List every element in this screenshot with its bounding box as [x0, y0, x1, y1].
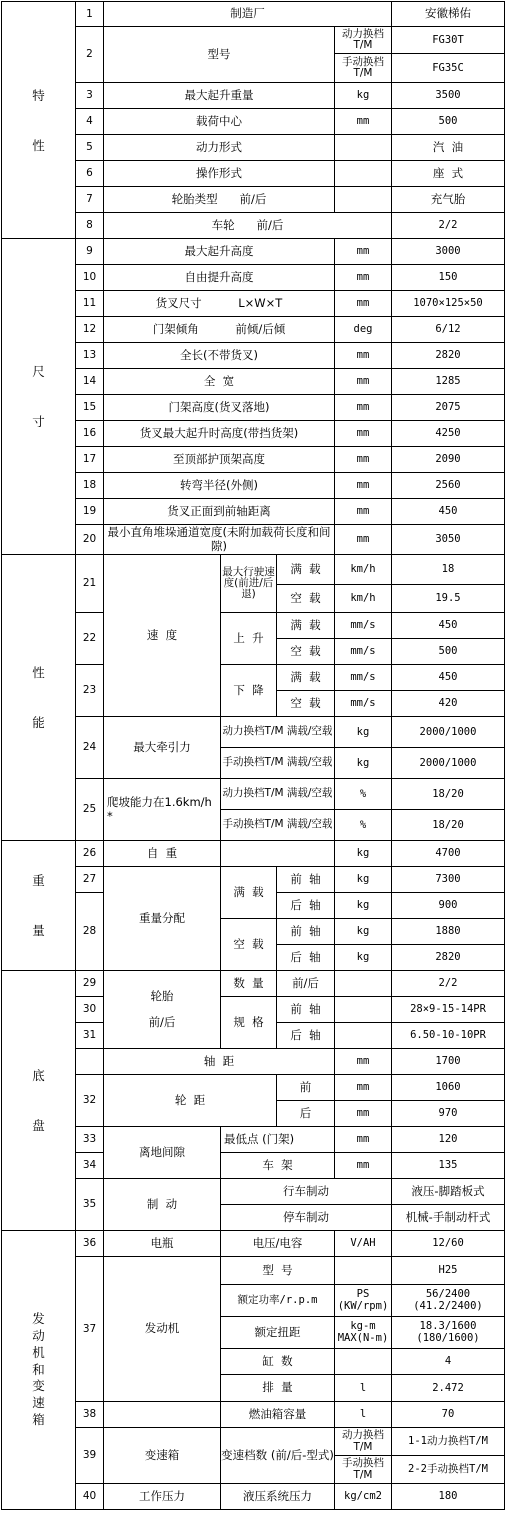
row-value: 4700 [392, 841, 505, 867]
row-unit: mm [335, 1101, 392, 1127]
engine-item-label: 缸 数 [221, 1349, 335, 1375]
row-label: 爬坡能力在1.6km/h * [104, 779, 221, 841]
row-number: 20 [76, 525, 104, 555]
row-unit: mm [335, 1153, 392, 1179]
row-value: 2820 [392, 945, 505, 971]
row-value: 450 [392, 499, 505, 525]
row-number: 10 [76, 265, 104, 291]
section-dimensions: 尺 寸 [2, 239, 76, 555]
row-unit: mm [335, 239, 392, 265]
condition-label: 动力换档T/M 满载/空载 [221, 717, 335, 748]
row-number: 13 [76, 343, 104, 369]
row-value: 450 [392, 613, 505, 639]
row-value: 900 [392, 893, 505, 919]
axle-label: 前 轴 [277, 919, 335, 945]
row-value: 7300 [392, 867, 505, 893]
row-label: 最大起升高度 [104, 239, 335, 265]
row-label: 轴 距 [104, 1049, 335, 1075]
tire-spec-label: 规 格 [221, 997, 277, 1049]
row-unit: 手动换档T/M [335, 1456, 392, 1484]
row-number: 31 [76, 1023, 104, 1049]
row-number: 40 [76, 1484, 104, 1510]
row-value: FG30T [392, 27, 505, 54]
row-unit: mm [335, 525, 392, 555]
load-label: 满 载 [277, 613, 335, 639]
row-label: 动力形式 [104, 135, 335, 161]
row-unit: mm [335, 369, 392, 395]
row-value: 12/60 [392, 1231, 505, 1257]
axle-label: 后 [277, 1101, 335, 1127]
load-label: 空 载 [277, 691, 335, 717]
row-number: 22 [76, 613, 104, 665]
row-value: 6/12 [392, 317, 505, 343]
row-value: 135 [392, 1153, 505, 1179]
condition-label: 手动换档T/M 满载/空载 [221, 810, 335, 841]
row-value: 1070×125×50 [392, 291, 505, 317]
row-number: 36 [76, 1231, 104, 1257]
row-unit [335, 997, 392, 1023]
row-number: 33 [76, 1127, 104, 1153]
row-unit: % [335, 810, 392, 841]
row-number: 15 [76, 395, 104, 421]
row-unit: kg [335, 83, 392, 109]
row-unit: mm [335, 265, 392, 291]
row-value: 1-1动力换档T/M [392, 1428, 505, 1456]
row-unit: mm [335, 395, 392, 421]
row-value: 150 [392, 265, 505, 291]
row-label: 全 宽 [104, 369, 335, 395]
row-label: 自 重 [104, 841, 221, 867]
row-unit: km/h [335, 555, 392, 585]
row-value: 180 [392, 1484, 505, 1510]
row-label: 轮胎类型 前/后 [104, 187, 335, 213]
row-number: 16 [76, 421, 104, 447]
row-sub-label: 车 架 [221, 1153, 335, 1179]
row-unit: kg-m MAX(N-m) [335, 1317, 392, 1349]
row-value: 2000/1000 [392, 717, 505, 748]
row-label: 最大牵引力 [104, 717, 221, 779]
spec-table [1, 1, 505, 1510]
row-number: 1 [76, 2, 104, 27]
row-sub-label: 最低点 (门架) [221, 1127, 335, 1153]
row-number: 38 [76, 1402, 104, 1428]
row-unit: mm [335, 1075, 392, 1101]
row-value: 3050 [392, 525, 505, 555]
row-unit: l [335, 1402, 392, 1428]
row-value: 液压-脚踏板式 [392, 1179, 505, 1205]
row-number: 29 [76, 971, 104, 997]
engine-item-label: 额定扭距 [221, 1317, 335, 1349]
row-number: 24 [76, 717, 104, 779]
row-number: 21 [76, 555, 104, 613]
row-label [104, 1402, 221, 1428]
row-number: 11 [76, 291, 104, 317]
row-unit: mm [335, 447, 392, 473]
load-label: 空 载 [277, 639, 335, 665]
engine-item-label: 型 号 [221, 1257, 335, 1285]
row-value: 2075 [392, 395, 505, 421]
row-unit: mm [335, 473, 392, 499]
row-label: 最大起升重量 [104, 83, 335, 109]
load-label: 满 载 [221, 867, 277, 919]
row-unit: V/AH [335, 1231, 392, 1257]
row-number: 2 [76, 27, 104, 83]
row-value: 28×9-15-14PR [392, 997, 505, 1023]
row-number: 28 [76, 893, 104, 971]
row-label: 载荷中心 [104, 109, 335, 135]
row-value: 安徽梯佑 [392, 2, 505, 27]
row-number: 4 [76, 109, 104, 135]
row-value: FG35C [392, 54, 505, 83]
engine-item-label: 额定功率/r.p.m [221, 1285, 335, 1317]
row-value: 2560 [392, 473, 505, 499]
speed-sub-label: 最大行驶速度(前进/后退) [221, 555, 277, 613]
row-label: 电瓶 [104, 1231, 221, 1257]
row-value: 18.3/1600 (180/1600) [392, 1317, 505, 1349]
row-label: 自由提升高度 [104, 265, 335, 291]
row-value: 1700 [392, 1049, 505, 1075]
row-value: 充气胎 [392, 187, 505, 213]
row-unit: mm/s [335, 691, 392, 717]
section-characteristics: 特 性 [2, 2, 76, 239]
section-weight: 重 量 [2, 841, 76, 971]
row-sub-label: 电压/电容 [221, 1231, 335, 1257]
row-number: 26 [76, 841, 104, 867]
row-unit [335, 187, 392, 213]
row-unit: 动力换档T/M [335, 1428, 392, 1456]
row-label: 工作压力 [104, 1484, 221, 1510]
row-unit [335, 1023, 392, 1049]
row-value: 6.50-10-10PR [392, 1023, 505, 1049]
row-label: 门架高度(货叉落地) [104, 395, 335, 421]
row-sub-label: 燃油箱容量 [221, 1402, 335, 1428]
condition-label: 手动换档T/M 满载/空载 [221, 748, 335, 779]
row-unit: mm/s [335, 639, 392, 665]
row-label: 变速箱 [104, 1428, 221, 1484]
condition-label: 动力换档T/M 满载/空载 [221, 779, 335, 810]
row-sub-label: 液压系统压力 [221, 1484, 335, 1510]
row-label: 发动机 [104, 1257, 221, 1402]
row-unit: 动力换档T/M [335, 27, 392, 54]
row-number [76, 1049, 104, 1075]
tire-label: 轮胎 前/后 [104, 971, 221, 1049]
row-number: 12 [76, 317, 104, 343]
row-number: 14 [76, 369, 104, 395]
row-unit: km/h [335, 585, 392, 613]
row-number: 19 [76, 499, 104, 525]
row-label: 货叉正面到前轴距离 [104, 499, 335, 525]
row-number: 39 [76, 1428, 104, 1484]
row-unit [335, 971, 392, 997]
row-number: 35 [76, 1179, 104, 1231]
row-label: 转弯半径(外侧) [104, 473, 335, 499]
row-unit: mm [335, 109, 392, 135]
brake-type-label: 行车制动 [221, 1179, 392, 1205]
load-label: 空 载 [277, 585, 335, 613]
row-label: 最小直角堆垛通道宽度(未附加载荷长度和间隙) [104, 525, 335, 555]
row-number: 17 [76, 447, 104, 473]
row-label: 货叉最大起升时高度(带挡货架) [104, 421, 335, 447]
row-value: 970 [392, 1101, 505, 1127]
axle-label: 前 轴 [277, 867, 335, 893]
row-unit [335, 161, 392, 187]
row-unit: mm [335, 499, 392, 525]
row-unit: mm/s [335, 665, 392, 691]
row-unit: mm [335, 421, 392, 447]
row-number: 3 [76, 83, 104, 109]
row-unit: kg/cm2 [335, 1484, 392, 1510]
row-value: 2-2手动换档T/M [392, 1456, 505, 1484]
row-value: 4 [392, 1349, 505, 1375]
tire-sub-label-2: 前/后 [277, 971, 335, 997]
load-label: 满 载 [277, 555, 335, 585]
row-number: 7 [76, 187, 104, 213]
speed-sub-label: 上 升 [221, 613, 277, 665]
row-value: 2820 [392, 343, 505, 369]
row-value: 汽 油 [392, 135, 505, 161]
row-number: 5 [76, 135, 104, 161]
row-value: 2/2 [392, 213, 505, 239]
clearance-label: 离地间隙 [104, 1127, 221, 1179]
row-unit: mm/s [335, 613, 392, 639]
row-value: 2000/1000 [392, 748, 505, 779]
speed-label: 速 度 [104, 555, 221, 717]
row-value: 座 式 [392, 161, 505, 187]
section-engine-transmission: 发 动 机 和 变 速 箱 [2, 1231, 76, 1510]
tire-sub-label: 数 量 [221, 971, 277, 997]
row-label: 制 动 [104, 1179, 221, 1231]
row-unit: 手动换档T/M [335, 54, 392, 83]
row-number: 18 [76, 473, 104, 499]
row-number: 23 [76, 665, 104, 717]
row-number: 9 [76, 239, 104, 265]
axle-label: 后 轴 [277, 893, 335, 919]
row-number: 32 [76, 1075, 104, 1127]
row-value: 18 [392, 555, 505, 585]
row-value: 3500 [392, 83, 505, 109]
row-unit: kg [335, 867, 392, 893]
row-number: 8 [76, 213, 104, 239]
row-value: 56/2400 (41.2/2400) [392, 1285, 505, 1317]
axle-label: 后 轴 [277, 945, 335, 971]
weight-distribution-label: 重量分配 [104, 867, 221, 971]
row-unit [335, 1257, 392, 1285]
row-value: 1880 [392, 919, 505, 945]
row-unit: mm [335, 343, 392, 369]
row-value: 2.472 [392, 1375, 505, 1402]
load-label: 满 载 [277, 665, 335, 691]
row-value: 18/20 [392, 810, 505, 841]
speed-sub-label: 下 降 [221, 665, 277, 717]
row-unit: kg [335, 893, 392, 919]
row-unit: mm [335, 291, 392, 317]
row-value: 2/2 [392, 971, 505, 997]
row-number: 34 [76, 1153, 104, 1179]
row-value: 420 [392, 691, 505, 717]
row-unit: kg [335, 748, 392, 779]
row-value: 1060 [392, 1075, 505, 1101]
row-label: 轮 距 [104, 1075, 277, 1127]
axle-label: 前 轴 [277, 997, 335, 1023]
row-label: 操作形式 [104, 161, 335, 187]
row-unit [335, 1349, 392, 1375]
row-value: 3000 [392, 239, 505, 265]
row-unit: kg [335, 717, 392, 748]
row-label: 至顶部护顶架高度 [104, 447, 335, 473]
row-unit: kg [335, 919, 392, 945]
row-number: 25 [76, 779, 104, 841]
row-label: 车轮 前/后 [104, 213, 392, 239]
row-number: 30 [76, 997, 104, 1023]
row-value: 18/20 [392, 779, 505, 810]
engine-item-label: 排 量 [221, 1375, 335, 1402]
row-unit: mm [335, 1127, 392, 1153]
axle-label: 后 轴 [277, 1023, 335, 1049]
row-label: 门架倾角 前倾/后倾 [104, 317, 335, 343]
row-value: 500 [392, 639, 505, 665]
row-value: 19.5 [392, 585, 505, 613]
row-number: 27 [76, 867, 104, 893]
row-value: H25 [392, 1257, 505, 1285]
row-label: 制造厂 [104, 2, 392, 27]
axle-label: 前 [277, 1075, 335, 1101]
row-value: 450 [392, 665, 505, 691]
row-value: 机械-手制动杆式 [392, 1205, 505, 1231]
row-label: 型号 [104, 27, 335, 83]
row-unit: % [335, 779, 392, 810]
row-sub-label: 变速档数 (前/后-型式) [221, 1428, 335, 1484]
row-unit: kg [335, 945, 392, 971]
row-blank [221, 841, 335, 867]
load-label: 空 载 [221, 919, 277, 971]
row-unit [335, 135, 392, 161]
row-label: 货叉尺寸 L×W×T [104, 291, 335, 317]
row-unit: mm [335, 1049, 392, 1075]
section-chassis: 底 盘 [2, 971, 76, 1231]
row-number: 6 [76, 161, 104, 187]
row-unit: PS (KW/rpm) [335, 1285, 392, 1317]
row-value: 1285 [392, 369, 505, 395]
row-label: 全长(不带货叉) [104, 343, 335, 369]
row-unit: deg [335, 317, 392, 343]
brake-type-label: 停车制动 [221, 1205, 392, 1231]
section-performance: 性 能 [2, 555, 76, 841]
row-value: 4250 [392, 421, 505, 447]
row-unit: kg [335, 841, 392, 867]
row-value: 120 [392, 1127, 505, 1153]
row-unit: l [335, 1375, 392, 1402]
row-number: 37 [76, 1257, 104, 1402]
row-value: 70 [392, 1402, 505, 1428]
row-value: 500 [392, 109, 505, 135]
row-value: 2090 [392, 447, 505, 473]
